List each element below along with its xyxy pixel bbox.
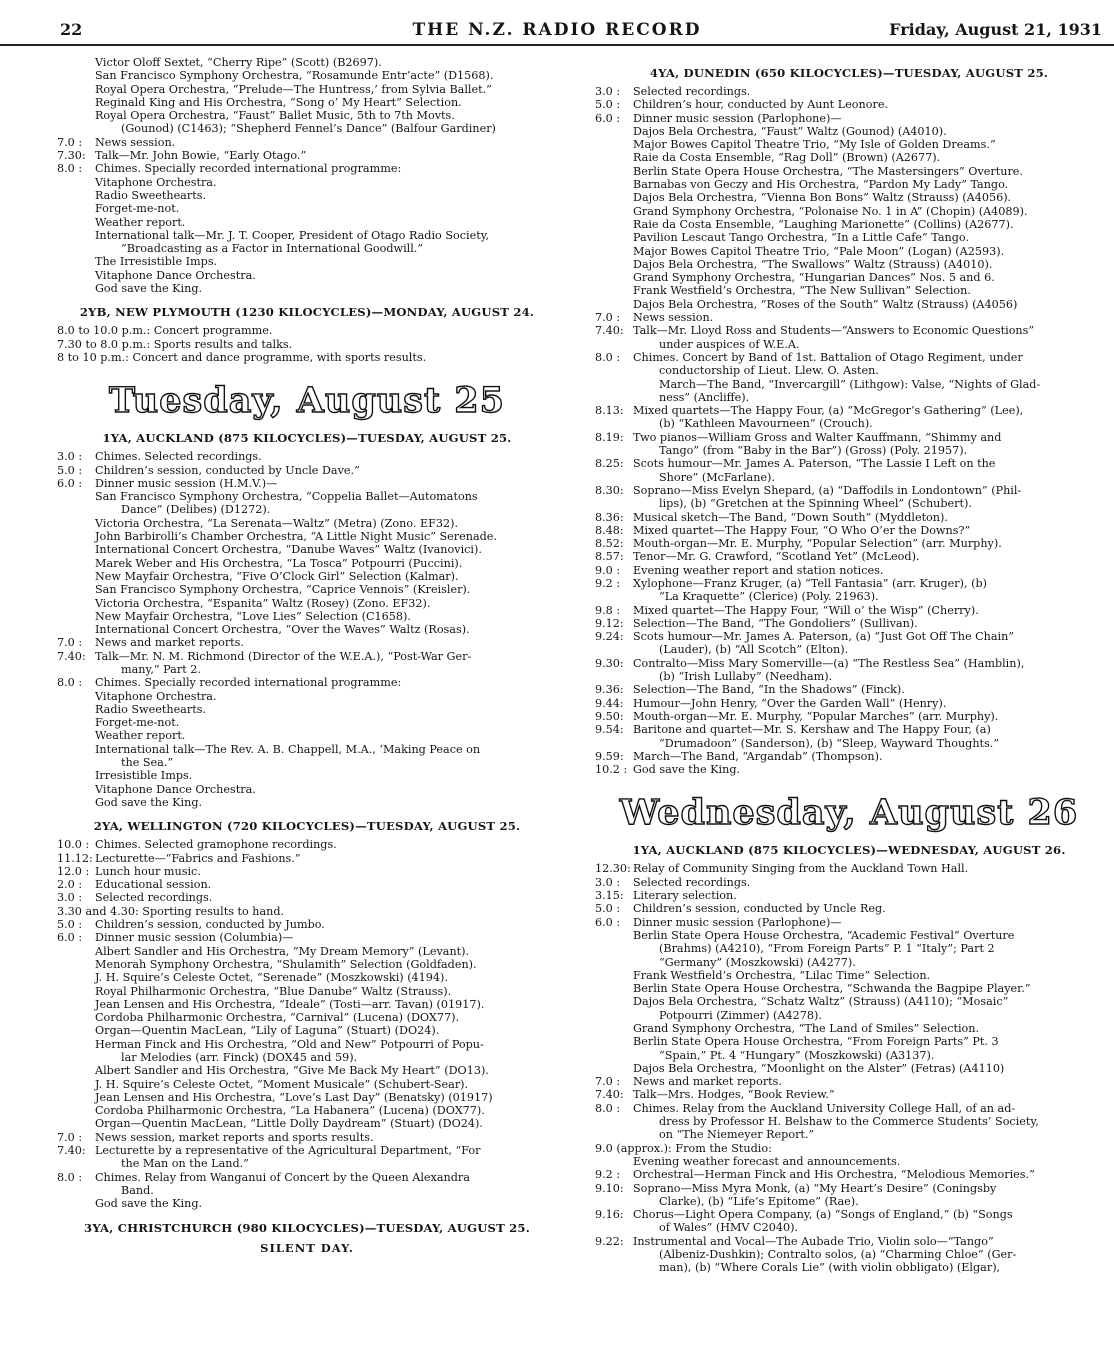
programme-line: conductorship of Lieut. Llew. O. Asten. bbox=[659, 364, 879, 378]
programme-line: “Drumadoon” (Sanderson), (b) “Sleep, Wayward Thoughts.” bbox=[659, 736, 1000, 750]
programme-time: 8.52: bbox=[595, 537, 624, 551]
programme-time: 10.0 : bbox=[57, 838, 90, 852]
programme-text: Humour—John Henry, “Over the Garden Wall” (Henry). bbox=[633, 696, 947, 710]
programme-text: Selection—The Band, “In the Shadows” (Finck). bbox=[633, 683, 905, 697]
programme-text: Chimes. Specially recorded international programme: bbox=[95, 162, 402, 176]
programme-time: 5.0 : bbox=[57, 463, 83, 477]
programme-line: Marek Weber and His Orchestra, “La Tosca” Potpourri (Puccini). bbox=[95, 556, 463, 570]
programme-line: Evening weather forecast and announcements. bbox=[633, 1154, 901, 1168]
programme-line: Irresistible Imps. bbox=[95, 769, 193, 783]
programme-text: News session. bbox=[633, 311, 714, 325]
programme-item bbox=[595, 697, 1103, 710]
programme-text: Talk—Mr. John Bowie, “Early Otago.” bbox=[95, 149, 307, 163]
programme-item bbox=[595, 311, 1103, 324]
programme-item bbox=[595, 577, 1103, 590]
programme-item bbox=[595, 750, 1103, 763]
programme-line: Barnabas von Geczy and His Orchestra, “Pardon My Lady” Tango. bbox=[633, 178, 1009, 192]
programme-time: 8.0 : bbox=[57, 1170, 83, 1184]
programme-line: Reginald King and His Orchestra, “Song o’ My Heart” Selection. bbox=[95, 95, 462, 109]
programme-time: 5.0 : bbox=[57, 918, 83, 932]
programme-line: ness” (Ancliffe). bbox=[659, 390, 750, 404]
programme-time: 7.0 : bbox=[57, 135, 83, 149]
programme-time: 3.15: bbox=[595, 889, 624, 903]
programme-time: 5.0 : bbox=[595, 902, 621, 916]
programme-line: Raie da Costa Ensemble, “Laughing Marionette” (Collins) (A2677). bbox=[633, 217, 1014, 231]
programme-line: Raie da Costa Ensemble, “Rag Doll” (Brown) (A2677). bbox=[633, 151, 941, 165]
programme-item bbox=[57, 636, 557, 649]
programme-line: Dajos Bela Orchestra, “Schatz Waltz” (Strauss) (A4110); “Mosaic” bbox=[633, 995, 1009, 1009]
programme-line: New Mayfair Orchestra, “Five O’Clock Girl” Selection (Kalmar). bbox=[95, 569, 459, 583]
programme-text: Baritone and quartet—Mr. S. Kershaw and The Happy Four, (a) bbox=[633, 723, 991, 737]
programme-item bbox=[595, 862, 1103, 875]
programme-text: Educational session. bbox=[95, 878, 212, 892]
programme-time: 9.36: bbox=[595, 683, 624, 697]
programme-text: Chimes. Concert by Band of 1st. Battalion of Otago Regiment, under bbox=[633, 350, 1023, 364]
programme-line: Band. bbox=[121, 1183, 154, 1197]
programme-line: International talk—Mr. J. T. Cooper, President of Otago Radio Society, bbox=[95, 228, 490, 242]
programme-time: 9.2 : bbox=[595, 1168, 621, 1182]
programme-line: Victor Oloff Sextet, “Cherry Ripe” (Scott) (B2697). bbox=[95, 56, 382, 69]
programme-item bbox=[595, 916, 1103, 929]
programme-line: New Mayfair Orchestra, “Love Lies” Selection (C1658). bbox=[95, 609, 411, 623]
station-heading: 1YA, AUCKLAND (875 KILOCYCLES)—TUESDAY, AUGUST 25. bbox=[102, 431, 512, 446]
programme-item bbox=[57, 162, 557, 175]
programme-item bbox=[595, 1088, 1103, 1101]
programme-line: J. H. Squire’s Celeste Octet, “Serenade” (Moszkowski) (4194). bbox=[95, 971, 448, 985]
programme-text: Two pianos—William Gross and Walter Kauffmann, “Shimmy and bbox=[633, 430, 1002, 444]
programme-text: Relay of Community Singing from the Auckland Town Hall. bbox=[633, 862, 969, 876]
programme-line: lar Melodies (arr. Finck) (DOX45 and 59). bbox=[121, 1051, 358, 1064]
programme-time: 10.2 : bbox=[595, 763, 628, 777]
programme-time: 9.50: bbox=[595, 709, 624, 723]
station-heading: 2YA, WELLINGTON (720 KILOCYCLES)—TUESDAY, AUGUST 25. bbox=[93, 819, 521, 834]
programme-line: (Gounod) (C1463); “Shepherd Fennel’s Dance” (Balfour Gardiner) bbox=[121, 122, 496, 136]
programme-item bbox=[57, 838, 557, 851]
programme-text: Talk—Mr. Lloyd Ross and Students—“Answers to Economic Questions” bbox=[633, 324, 1035, 338]
programme-item bbox=[57, 450, 557, 463]
programme-line: (b) “Irish Lullaby” (Needham). bbox=[659, 670, 833, 684]
programme-line: 7.30 to 8.0 p.m.: Sports results and talks. bbox=[57, 337, 293, 351]
programme-line: Vitaphone Dance Orchestra. bbox=[95, 268, 256, 282]
programme-line: 9.0 (approx.): From the Studio: bbox=[595, 1141, 772, 1155]
programme-time: 7.40: bbox=[57, 1144, 86, 1158]
programme-time: 9.54: bbox=[595, 723, 624, 737]
programme-text: Soprano—Miss Myra Monk, (a) “My Heart’s Desire” (Coningsby bbox=[633, 1181, 997, 1195]
programme-line: J. H. Squire’s Celeste Octet, “Moment Musicale” (Schubert-Sear). bbox=[95, 1077, 469, 1091]
programme-line: Herman Finck and His Orchestra, “Old and New” Potpourri of Popu- bbox=[95, 1037, 484, 1051]
programme-line: many,” Part 2. bbox=[121, 662, 201, 676]
programme-text: Selected recordings. bbox=[95, 891, 213, 905]
programme-line: Tango” (from “Baby in the Bar”) (Gross) (Poly. 21957). bbox=[659, 444, 968, 458]
issue-date: Friday, August 21, 1931 bbox=[889, 20, 1102, 39]
programme-time: 7.0 : bbox=[57, 636, 83, 650]
programme-time: 8.0 : bbox=[595, 350, 621, 364]
programme-item bbox=[57, 891, 557, 904]
programme-item bbox=[595, 1235, 1103, 1248]
programme-time: 12.30: bbox=[595, 862, 631, 876]
station-heading: 2YB, NEW PLYMOUTH (1230 KILOCYCLES)—MONDAY, AUGUST 24. bbox=[79, 305, 535, 320]
programme-item bbox=[595, 98, 1103, 111]
programme-item bbox=[57, 865, 557, 878]
programme-time: 6.0 : bbox=[57, 931, 83, 945]
programme-text: God save the King. bbox=[633, 763, 741, 777]
programme-text: Mixed quartet—The Happy Four, “O Who O’er the Downs?” bbox=[633, 523, 971, 537]
programme-text: March—The Band, “Argandab” (Thompson). bbox=[633, 749, 883, 763]
programme-text: News session. bbox=[95, 135, 176, 149]
programme-line: 8.0 to 10.0 p.m.: Concert programme. bbox=[57, 324, 273, 338]
programme-line: Forget-me-not. bbox=[95, 716, 180, 730]
programme-line: Jean Lensen and His Orchestra, “Ideale” (Tosti—arr. Tavan) (01917). bbox=[95, 997, 485, 1011]
programme-item bbox=[595, 524, 1103, 537]
programme-line: The Irresistible Imps. bbox=[95, 255, 218, 269]
programme-line: Shore” (McFarlane). bbox=[659, 470, 775, 484]
programme-time: 7.0 : bbox=[57, 1130, 83, 1144]
programme-text: Chimes. Selected recordings. bbox=[95, 450, 262, 464]
programme-item bbox=[595, 484, 1103, 497]
programme-line: International Concert Orchestra, “Danube Waves” Waltz (Ivanovici). bbox=[95, 543, 482, 557]
programme-time: 9.2 : bbox=[595, 576, 621, 590]
programme-text: Scots humour—Mr. James A. Paterson, “The Lassie I Left on the bbox=[633, 457, 996, 471]
programme-line: Major Bowes Capitol Theatre Trio, “My Isle of Golden Dreams.” bbox=[633, 138, 996, 152]
programme-time: 8.36: bbox=[595, 510, 624, 524]
programme-line: the Sea.” bbox=[121, 756, 174, 770]
programme-text: Selected recordings. bbox=[633, 875, 751, 889]
programme-line: the Man on the Land.” bbox=[121, 1157, 249, 1171]
programme-time: 7.40: bbox=[595, 1088, 624, 1102]
programme-time: 3.0 : bbox=[57, 891, 83, 905]
programme-line: Albert Sandler and His Orchestra, “Give Me Back My Heart” (DO13). bbox=[95, 1064, 489, 1078]
programme-text: Chimes. Selected gramophone recordings. bbox=[95, 838, 337, 852]
programme-line: Berlin State Opera House Orchestra, “The Mastersingers” Overture. bbox=[633, 164, 1023, 178]
programme-text: Selection—The Band, “The Gondoliers” (Sullivan). bbox=[633, 616, 918, 630]
programme-item bbox=[595, 537, 1103, 550]
programme-line: Pavilion Lescaut Tango Orchestra, “In a Little Cafe” Tango. bbox=[633, 231, 969, 245]
programme-item bbox=[57, 1144, 557, 1157]
programme-line: Victoria Orchestra, “Espanita” Waltz (Rosey) (Zono. EF32). bbox=[95, 596, 431, 610]
programme-line: Dajos Bela Orchestra, “Faust” Waltz (Gounod) (A4010). bbox=[633, 124, 947, 138]
programme-item bbox=[57, 676, 557, 689]
programme-item bbox=[595, 564, 1103, 577]
programme-item bbox=[595, 604, 1103, 617]
programme-line: Victoria Orchestra, “La Serenata—Waltz” (Metra) (Zono. EF32). bbox=[95, 516, 459, 530]
programme-line: Forget-me-not. bbox=[95, 202, 180, 216]
programme-item bbox=[595, 550, 1103, 563]
programme-item bbox=[57, 477, 557, 490]
programme-line: Dance” (Delibes) (D1272). bbox=[121, 503, 271, 517]
programme-line: Dajos Bela Orchestra, “Moonlight on the Alster” (Fetras) (A4110) bbox=[633, 1061, 1005, 1075]
programme-text: Scots humour—Mr. James A. Paterson, (a) “Just Got Off The Chain” bbox=[633, 630, 1015, 644]
programme-line: Grand Symphony Orchestra, “Hungarian Dances” Nos. 5 and 6. bbox=[633, 271, 995, 285]
programme-line: “Germany” (Moszkowski) (A4277). bbox=[659, 955, 856, 969]
programme-time: 8.13: bbox=[595, 404, 624, 418]
programme-item bbox=[57, 1171, 557, 1184]
programme-line: San Francisco Symphony Orchestra, “Coppelia Ballet—Automatons bbox=[95, 490, 478, 504]
programme-line: International Concert Orchestra, “Over the Waves” Waltz (Rosas). bbox=[95, 623, 470, 637]
programme-item bbox=[595, 657, 1103, 670]
programme-line: Grand Symphony Orchestra, “The Land of Smiles” Selection. bbox=[633, 1022, 980, 1035]
programme-line: John Barbirolli’s Chamber Orchestra, “A Little Night Music” Serenade. bbox=[95, 530, 497, 544]
programme-line: Radio Sweethearts. bbox=[95, 702, 206, 716]
programme-line: (Brahms) (A4210), “From Foreign Parts” P. 1 “Italy”; Part 2 bbox=[659, 942, 995, 956]
programme-item bbox=[595, 889, 1103, 902]
programme-item bbox=[595, 112, 1103, 125]
programme-time: 3.0 : bbox=[595, 875, 621, 889]
programme-item bbox=[595, 763, 1103, 776]
programme-time: 8.0 : bbox=[57, 676, 83, 690]
programme-line: “La Kraquette” (Clerice) (Poly. 21963). bbox=[659, 590, 879, 604]
programme-item bbox=[595, 511, 1103, 524]
programme-line: (b) “Kathleen Mavourneen” (Crouch). bbox=[659, 417, 873, 431]
programme-time: 8.19: bbox=[595, 430, 624, 444]
programme-text: Mouth-organ—Mr. E. Murphy, “Popular Marches” (arr. Murphy). bbox=[633, 709, 999, 723]
programme-line: Dajos Bela Orchestra, “The Swallows” Waltz (Strauss) (A4010). bbox=[633, 257, 993, 271]
programme-item bbox=[595, 351, 1103, 364]
programme-text: Mouth-organ—Mr. E. Murphy, “Popular Selection” (arr. Murphy). bbox=[633, 537, 1002, 551]
programme-line: Menorah Symphony Orchestra, “Shulamith” Selection (Goldfaden). bbox=[95, 957, 477, 971]
programme-time: 7.40: bbox=[57, 649, 86, 663]
programme-text: Musical sketch—The Band, “Down South” (Myddleton). bbox=[633, 510, 948, 524]
programme-text: Dinner music session (Columbia)— bbox=[95, 931, 294, 945]
programme-text: Talk—Mrs. Hodges, “Book Review.” bbox=[633, 1088, 835, 1102]
programme-time: 9.22: bbox=[595, 1234, 624, 1248]
day-heading: Wednesday, August 26 bbox=[619, 792, 1079, 834]
station-heading: 4YA, DUNEDIN (650 KILOCYCLES)—TUESDAY, AUGUST 25. bbox=[649, 66, 1049, 80]
programme-line: Royal Philharmonic Orchestra, “Blue Danube” Waltz (Strauss). bbox=[95, 984, 452, 998]
programme-item bbox=[595, 431, 1103, 444]
programme-time: 9.30: bbox=[595, 656, 624, 670]
programme-line: International talk—The Rev. A. B. Chappell, M.A., ‘Making Peace on bbox=[95, 742, 481, 756]
programme-item bbox=[595, 630, 1103, 643]
programme-text: Xylophone—Franz Kruger, (a) “Tell Fantasia” (arr. Kruger), (b) bbox=[633, 576, 988, 590]
programme-time: 5.0 : bbox=[595, 98, 621, 112]
programme-time: 11.12: bbox=[57, 851, 93, 865]
programme-line: dress by Professor H. Belshaw to the Commerce Students’ Society, bbox=[659, 1115, 1039, 1129]
programme-text: News session, market reports and sports results. bbox=[95, 1130, 374, 1144]
programme-text: Lecturette by a representative of the Agricultural Department, “For bbox=[95, 1144, 481, 1158]
programme-item bbox=[57, 878, 557, 891]
programme-time: 8.57: bbox=[595, 550, 624, 564]
programme-line: on “The Niemeyer Report.” bbox=[659, 1128, 815, 1142]
programme-time: 9.59: bbox=[595, 749, 624, 763]
programme-line: Cordoba Philharmonic Orchestra, “Carnival” (Lucena) (DOX77). bbox=[95, 1011, 460, 1025]
programme-time: 6.0 : bbox=[595, 915, 621, 929]
page-number: 22 bbox=[60, 20, 83, 39]
programme-item bbox=[57, 852, 557, 865]
programme-time: 7.40: bbox=[595, 324, 624, 338]
programme-time: 8.30: bbox=[595, 483, 624, 497]
programme-item bbox=[595, 1208, 1103, 1221]
programme-line: God save the King. bbox=[95, 1197, 203, 1211]
programme-time: 9.16: bbox=[595, 1208, 624, 1222]
programme-text: Children’s hour, conducted by Aunt Leonore. bbox=[633, 98, 888, 112]
programme-item bbox=[595, 617, 1103, 630]
programme-text: Contralto—Miss Mary Somerville—(a) “The Restless Sea” (Hamblin), bbox=[633, 656, 1025, 670]
programme-item bbox=[595, 1168, 1103, 1181]
programme-line: Radio Sweethearts. bbox=[95, 188, 206, 202]
programme-text: Evening weather report and station notices. bbox=[633, 563, 884, 577]
programme-time: 9.8 : bbox=[595, 603, 621, 617]
programme-line: Grand Symphony Orchestra, “Polonaise No. 1 in A” (Chopin) (A4089). bbox=[633, 204, 1028, 218]
programme-line: God save the King. bbox=[95, 282, 203, 296]
programme-time: 2.0 : bbox=[57, 878, 83, 892]
programme-line: Royal Opera Orchestra, “Prelude—The Huntress,’ from Sylvia Ballet.” bbox=[95, 82, 492, 96]
programme-line: 8 to 10 p.m.: Concert and dance programme, with sports results. bbox=[57, 350, 427, 364]
programme-line: Organ—Quentin MacLean, “Lily of Laguna” (Stuart) (DO24). bbox=[95, 1024, 440, 1038]
programme-line: San Francisco Symphony Orchestra, “Rosamunde Entr’acte” (D1568). bbox=[95, 69, 494, 83]
programme-line: “Broadcasting as a Factor in International Goodwill.” bbox=[121, 242, 424, 256]
programme-time: 7.30: bbox=[57, 149, 86, 163]
programme-item bbox=[57, 650, 557, 663]
programme-line: Jean Lensen and His Orchestra, “Love’s Last Day” (Benatsky) (01917) bbox=[95, 1090, 493, 1104]
programme-text: Dinner music session (H.M.V.)— bbox=[95, 476, 278, 490]
programme-text: Soprano—Miss Evelyn Shepard, (a) “Daffodils in Londontown” (Phil- bbox=[633, 483, 1022, 497]
programme-text: Dinner music session (Parlophone)— bbox=[633, 915, 842, 929]
programme-item bbox=[595, 1075, 1103, 1088]
programme-line: Clarke), (b) “Life’s Epitome” (Rae). bbox=[659, 1194, 859, 1208]
programme-line: Potpourri (Zimmer) (A4278). bbox=[659, 1008, 822, 1022]
programme-text: Children’s session, conducted by Uncle Reg. bbox=[633, 902, 886, 916]
day-heading: Tuesday, August 25 bbox=[108, 380, 506, 422]
programme-line: under auspices of W.E.A. bbox=[659, 337, 800, 351]
programme-item bbox=[57, 918, 557, 931]
programme-line: Organ—Quentin MacLean, “Little Dolly Daydream” (Stuart) (DO24). bbox=[95, 1117, 483, 1131]
programme-item bbox=[57, 136, 557, 149]
programme-item bbox=[595, 1102, 1103, 1115]
programme-time: 8.48: bbox=[595, 523, 624, 537]
programme-item bbox=[595, 85, 1103, 98]
programme-time: 9.10: bbox=[595, 1181, 624, 1195]
programme-text: Literary selection. bbox=[633, 889, 737, 903]
programme-line: Albert Sandler and His Orchestra, “My Dream Memory” (Levant). bbox=[95, 944, 470, 958]
programme-line: “Spain,” Pt. 4 “Hungary” (Moszkowski) (A3137). bbox=[659, 1048, 935, 1062]
programme-line: Weather report. bbox=[95, 215, 186, 229]
programme-item bbox=[57, 931, 557, 944]
programme-line: Dajos Bela Orchestra, “Roses of the South” Waltz (Strauss) (A4056) bbox=[633, 297, 1018, 311]
left-column bbox=[57, 56, 557, 1255]
programme-item bbox=[57, 149, 557, 162]
programme-line: God save the King. bbox=[95, 795, 203, 809]
programme-item bbox=[595, 324, 1103, 337]
programme-text: News and market reports. bbox=[633, 1075, 782, 1089]
programme-line: Vitaphone Orchestra. bbox=[95, 689, 217, 703]
publication-title: THE N.Z. RADIO RECORD bbox=[412, 20, 702, 40]
programme-line: Frank Westfield’s Orchestra, “The New Sullivan” Selection. bbox=[633, 284, 971, 298]
programme-text: Instrumental and Vocal—The Aubade Trio, Violin solo—“Tango” bbox=[633, 1234, 994, 1248]
page-header bbox=[0, 0, 1114, 46]
programme-item bbox=[595, 876, 1103, 889]
programme-text: Selected recordings. bbox=[633, 85, 751, 98]
programme-line: Dajos Bela Orchestra, “Vienna Bon Bons” Waltz (Strauss) (A4056). bbox=[633, 191, 1012, 205]
programme-item bbox=[595, 683, 1103, 696]
programme-text: Children’s session, conducted by Uncle Dave.” bbox=[95, 463, 360, 477]
programme-time: 9.44: bbox=[595, 696, 624, 710]
programme-line: Frank Westfield’s Orchestra, “Lilac Time” Selection. bbox=[633, 968, 931, 982]
programme-line: Vitaphone Orchestra. bbox=[95, 175, 217, 189]
programme-text: Orchestral—Herman Finck and His Orchestra, “Melodious Memories.” bbox=[633, 1168, 1035, 1182]
programme-line: 3.30 and 4.30: Sporting results to hand. bbox=[57, 904, 285, 918]
programme-text: Dinner music session (Parlophone)— bbox=[633, 111, 842, 125]
programme-line: (Albeniz-Dushkin); Contralto solos, (a) “Charming Chloe” (Ger- bbox=[659, 1248, 1017, 1262]
programme-item bbox=[595, 404, 1103, 417]
programme-text: News and market reports. bbox=[95, 636, 244, 650]
programme-time: 8.25: bbox=[595, 457, 624, 471]
programme-line: Vitaphone Dance Orchestra. bbox=[95, 782, 256, 796]
station-heading: 1YA, AUCKLAND (875 KILOCYCLES)—WEDNESDAY, AUGUST 26. bbox=[632, 843, 1066, 858]
programme-time: 12.0 : bbox=[57, 864, 90, 878]
programme-line: March—The Band, “Invercargill” (Lithgow): Valse, “Nights of Glad- bbox=[659, 377, 1041, 391]
programme-line: Berlin State Opera House Orchestra, “Academic Festival” Overture bbox=[633, 928, 1015, 942]
programme-text: Chorus—Light Opera Company, (a) “Songs of England,” (b) “Songs bbox=[633, 1208, 1013, 1222]
programme-line: Berlin State Opera House Orchestra, “From Foreign Parts” Pt. 3 bbox=[633, 1035, 999, 1049]
programme-time: 8.0 : bbox=[57, 162, 83, 176]
programme-text: Mixed quartets—The Happy Four, (a) “McGregor’s Gathering” (Lee), bbox=[633, 404, 1024, 418]
programme-time: 9.12: bbox=[595, 616, 624, 630]
programme-text: Chimes. Specially recorded international programme: bbox=[95, 676, 402, 690]
programme-text: Lecturette—“Fabrics and Fashions.” bbox=[95, 851, 301, 865]
programme-line: San Francisco Symphony Orchestra, “Caprice Vennois” (Kreisler). bbox=[95, 583, 471, 597]
programme-time: 3.0 : bbox=[595, 85, 621, 98]
programme-time: 7.0 : bbox=[595, 311, 621, 325]
programme-item bbox=[595, 457, 1103, 470]
programme-time: 9.24: bbox=[595, 630, 624, 644]
programme-time: 6.0 : bbox=[595, 111, 621, 125]
programme-line: Royal Opera Orchestra, “Faust” Ballet Music, 5th to 7th Movts. bbox=[95, 109, 455, 123]
programme-text: Talk—Mr. N. M. Richmond (Director of the W.E.A.), “Post-War Ger- bbox=[95, 649, 472, 663]
programme-line: (Lauder), (b) “All Scotch” (Elton). bbox=[659, 643, 849, 657]
programme-item bbox=[595, 710, 1103, 723]
programme-time: 7.0 : bbox=[595, 1075, 621, 1089]
silent-day-note: SILENT DAY. bbox=[260, 1240, 354, 1255]
programme-text: Children’s session, conducted by Jumbo. bbox=[95, 918, 325, 932]
programme-time: 8.0 : bbox=[595, 1101, 621, 1115]
programme-line: man), (b) “Where Corals Lie” (with violin obbligato) (Elgar), bbox=[659, 1261, 1001, 1275]
programme-time: 9.0 : bbox=[595, 563, 621, 577]
programme-line: Major Bowes Capitol Theatre Trio, “Pale Moon” (Logan) (A2593). bbox=[633, 244, 1005, 258]
programme-line: of Wales” (HMV C2040). bbox=[659, 1221, 799, 1235]
programme-item bbox=[57, 1131, 557, 1144]
programme-line: lips), (b) “Gretchen at the Spinning Wheel” (Schubert). bbox=[659, 497, 972, 511]
programme-text: Tenor—Mr. G. Crawford, “Scotland Yet” (McLeod). bbox=[633, 550, 920, 564]
programme-line: Cordoba Philharmonic Orchestra, “La Habanera” (Lucena) (DOX77). bbox=[95, 1104, 485, 1118]
station-heading: 3YA, CHRISTCHURCH (980 KILOCYCLES)—TUESDAY, AUGUST 25. bbox=[84, 1220, 530, 1235]
programme-item bbox=[595, 1182, 1103, 1195]
programme-item bbox=[595, 723, 1103, 736]
programme-text: Mixed quartet—The Happy Four, “Will o’ the Wisp” (Cherry). bbox=[633, 603, 979, 617]
right-column bbox=[595, 56, 1103, 1275]
programme-line: Weather report. bbox=[95, 729, 186, 743]
programme-item bbox=[57, 464, 557, 477]
programme-text: Lunch hour music. bbox=[95, 864, 201, 878]
programme-time: 3.0 : bbox=[57, 450, 83, 464]
programme-item bbox=[595, 902, 1103, 915]
programme-time: 6.0 : bbox=[57, 476, 83, 490]
programme-text: Chimes. Relay from Wanganui of Concert by the Queen Alexandra bbox=[95, 1170, 470, 1184]
programme-text: Chimes. Relay from the Auckland University College Hall, of an ad- bbox=[633, 1101, 1016, 1115]
programme-line: Berlin State Opera House Orchestra, “Schwanda the Bagpipe Player.” bbox=[633, 982, 1031, 996]
